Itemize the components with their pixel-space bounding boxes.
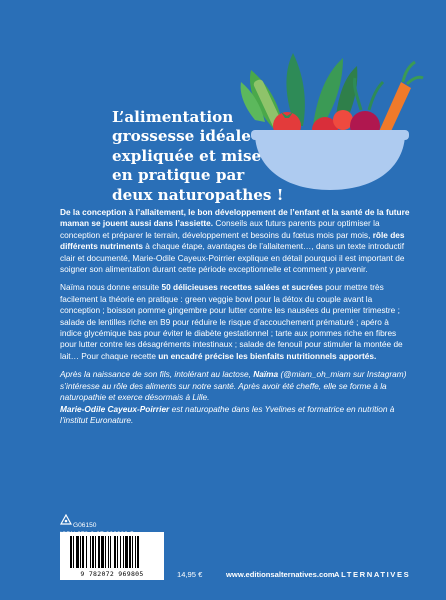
barcode-bar [86,536,87,568]
product-code: G06150 [73,522,97,529]
barcode-bar [92,536,94,568]
barcode-bar [132,536,133,568]
barcode-bar [90,536,91,568]
barcode-bar [117,536,118,568]
barcode-bars [60,532,164,572]
barcode-bar [80,536,81,568]
tomato [333,110,353,130]
headline-line: L’alimentation [112,108,234,126]
headline-line: en pratique par [112,166,245,185]
barcode-bar [120,536,121,568]
barcode-bar [70,536,72,568]
intro-paragraph: De la conception à l’allaitement, le bon développement de l’enfant et la santé de la future maman se jouent aussi dans l’assiette. Conseils aux futurs parents pour optimiser la conception et préparer le terrain, développement et besoins du fœtus mois par mois, rôle des différents nutriments à chaque étape, avantages de l’allaitement…, dans un texte introductif clair et documenté, Marie-Odile Cayeux-Poirrier explique en détail pourquoi il est important de soigner son alimentation durant cette période exceptionnelle et comment y parvenir. [60,207,410,275]
barcode-bar [108,536,109,568]
barcode-bar [137,536,139,568]
barcode-bar [82,536,84,568]
barcode-bar [73,536,74,568]
barcode-bar [101,536,104,568]
author-bio: Après la naissance de son fils, intolérant au lactose, Naïma (@miam_oh_miam sur Instagram) s’intéresse au rôle des aliments sur notre santé. Après avoir été cheffe, elle se forme à la naturopathie et exerce désormais à Lille. Marie-Odile Cayeux-Poirrier est naturopathe dans les Yvelines et formatrice en nutrition à l’institut Euronature. [60,369,407,425]
barcode-bar [95,536,96,568]
recycle-triangle-icon [60,514,72,526]
barcode-bar [123,536,124,568]
recipes-paragraph: Naïma nous donne ensuite 50 délicieuses recettes salées et sucrées pour mettre très facilement la théorie en pratique : green veggie bowl pour la détox du couple avant la conception ; boisson pomme gingembre pour lutter contre les nausées du premier trimestre ; salade de lentilles riche en B9 pour réduire le risque d’accouchement prématuré ; apéro à indice glycémique bas pour éviter le diabète gestationnel ; tarte aux pommes riche en fibres pour lutter contre les désagréments intestinaux ; salade de fenouil pour stimuler la montée de lait… Pour chaque recette un encadré précise les bienfaits nutritionnels apportés. [60,282,403,361]
barcode [60,532,164,580]
description [60,207,410,433]
barcode-bar [125,536,128,568]
headline [112,108,302,205]
barcode-bar [114,536,116,568]
barcode-bar [76,536,79,568]
barcode-bar [110,536,111,568]
headline-line: grossesse idéale [112,127,251,146]
website-link[interactable]: www.editionsalternatives.com [226,570,335,579]
barcode-bar [129,536,131,568]
barcode-bar [135,536,136,568]
barcode-bar [98,536,100,568]
headline-line: expliquée et mise [112,146,262,165]
headline-line: deux naturopathes ! [112,185,284,204]
barcode-bar [105,536,106,568]
barcode-digits: 9 782072 969805 [80,570,144,578]
publisher-name: ALTERNATIVES [334,570,411,579]
price: 14,95 € [177,570,203,579]
